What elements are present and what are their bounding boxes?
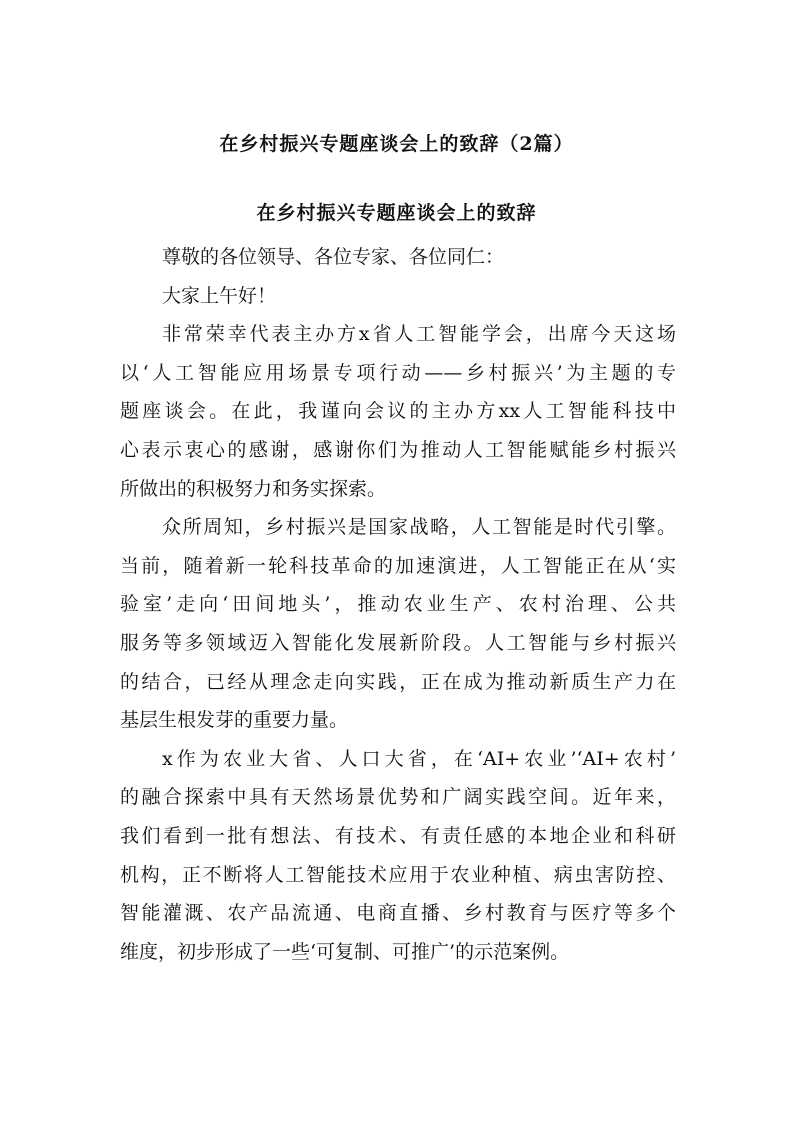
paragraph-1-line-1: 非常荣幸代表主办方x省人工智能学会，出席今天这场	[162, 323, 676, 346]
speech-body	[120, 238, 676, 971]
paragraph-2-line-6: 基层生根发芽的重要力量。	[120, 709, 349, 732]
speech-title: 在乡村振兴专题座谈会上的致辞	[256, 202, 537, 224]
paragraph-3-line-5: 智能灌溉、农产品流通、电商直播、乡村教育与医疗等多个	[120, 902, 676, 925]
paragraph-3-line-4: 机构，正不断将人工智能技术应用于农业种植、病虫害防控、	[120, 863, 676, 886]
paragraph-2-line-1: 众所周知，乡村振兴是国家战略，人工智能是时代引擎。	[162, 516, 676, 539]
paragraph-3-line-6: 维度，初步形成了一些‘可复制、可推广’的示范案例。	[120, 940, 570, 963]
paragraph-3-line-2: 的融合探索中具有天然场景优势和广阔实践空间。近年来，	[120, 786, 676, 809]
paragraph-3-line-1: x作为农业大省、人口大省，在‘AI+农业’‘AI+农村’	[162, 747, 676, 770]
paragraph-2-line-3: 验室’走向‘田间地头’，推动农业生产、农村治理、公共	[120, 593, 676, 616]
paragraph-1-line-4: 心表示衷心的感谢，感谢你们为推动人工智能赋能乡村振兴	[120, 438, 676, 461]
paragraph-2-line-5: 的结合，已经从理念走向实践，正在成为推动新质生产力在	[120, 670, 676, 693]
salutation-line: 尊敬的各位领导、各位专家、各位同仁：	[162, 246, 505, 268]
paragraph-1-line-5: 所做出的积极努力和务实探索。	[120, 477, 387, 500]
paragraph-1-line-2: 以‘人工智能应用场景专项行动——乡村振兴’为主题的专	[120, 361, 676, 384]
greeting-line: 大家上午好！	[162, 284, 277, 307]
document-title: 在乡村振兴专题座谈会上的致辞（2篇）	[219, 133, 574, 155]
paragraph-3-line-3: 我们看到一批有想法、有技术、有责任感的本地企业和科研	[120, 824, 676, 847]
paragraph-2-line-2: 当前，随着新一轮科技革命的加速演进，人工智能正在从‘实	[120, 554, 676, 577]
paragraph-1-line-3: 题座谈会。在此，我谨向会议的主办方xx人工智能科技中	[120, 400, 676, 423]
paragraph-2-line-4: 服务等多领域迈入智能化发展新阶段。人工智能与乡村振兴	[120, 631, 676, 654]
